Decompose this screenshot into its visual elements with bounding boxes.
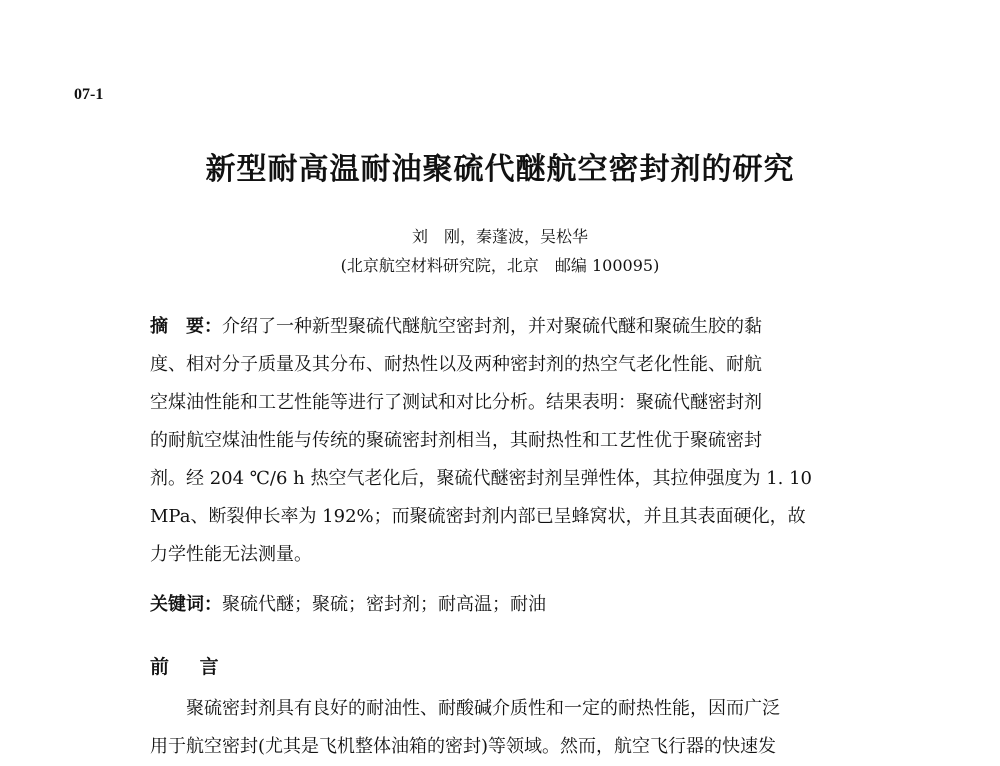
paragraph-line: 用于航空密封(尤其是飞机整体油箱的密封)等领域。然而，航空飞行器的快速发 (150, 736, 777, 757)
affiliation: (北京航空材料研究院，北京 邮编 100095) (340, 256, 660, 275)
abstract-line (150, 308, 850, 346)
abstract-line: 空煤油性能和工艺性能等进行了测试和对比分析。结果表明：聚硫代醚密封剂 (150, 392, 762, 413)
abstract-line: 的耐航空煤油性能与传统的聚硫密封剂相当，其耐热性和工艺性优于聚硫密封 (150, 430, 762, 451)
keywords-label: 关键词： (150, 594, 222, 615)
keywords-text: 聚硫代醚；聚硫；密封剂；耐高温；耐油 (222, 594, 546, 615)
authors: 刘 刚，秦蓬波，吴松华 (411, 227, 588, 246)
abstract (150, 308, 850, 574)
abstract-line: 度、相对分子质量及其分布、耐热性以及两种密封剂的热空气老化性能、耐航 (150, 354, 762, 375)
abstract-label: 摘 要： (150, 316, 222, 337)
page-number: 07-1 (74, 86, 104, 103)
abstract-line: MPa、断裂伸长率为 192%；而聚硫密封剂内部已呈蜂窝状，并且其表面硬化，故 (150, 506, 806, 527)
abstract-text: 介绍了一种新型聚硫代醚航空密封剂，并对聚硫代醚和聚硫生胶的黏 (222, 316, 762, 337)
paragraph-line: 聚硫密封剂具有良好的耐油性、耐酸碱介质性和一定的耐热性能，因而广泛 (186, 698, 780, 719)
paper-title: 新型耐高温耐油聚硫代醚航空密封剂的研究 (205, 152, 795, 187)
intro-paragraph (150, 690, 850, 766)
abstract-line: 力学性能无法测量。 (150, 544, 312, 565)
keywords (150, 590, 850, 616)
abstract-line: 剂。经 204 ℃/6 h 热空气老化后，聚硫代醚密封剂呈弹性体，其拉伸强度为 1. 10 (150, 468, 813, 489)
section-heading: 前 言 (150, 656, 231, 678)
